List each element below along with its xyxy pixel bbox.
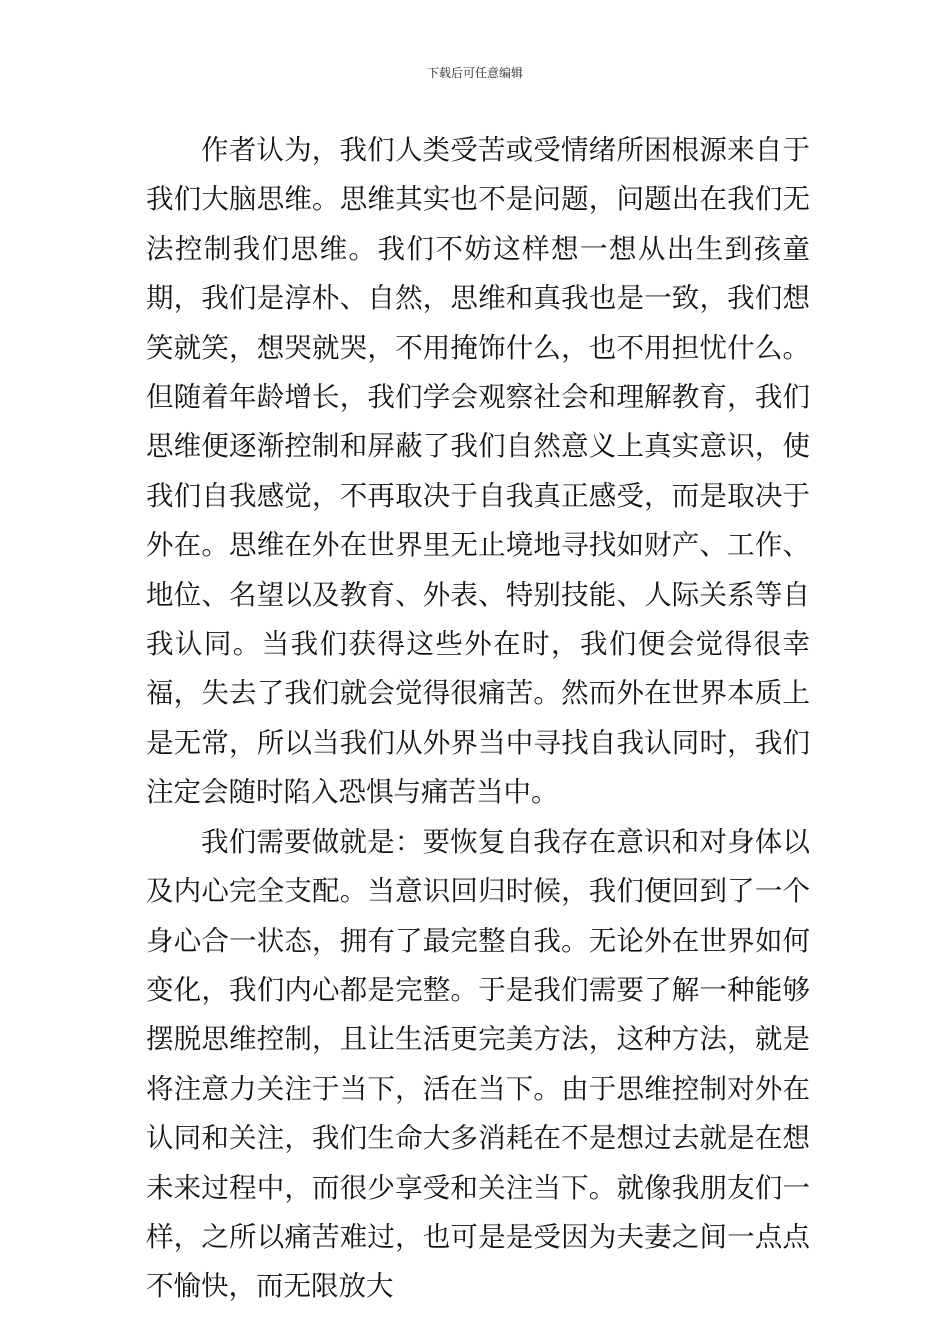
paragraph-2: 我们需要做就是：要恢复自我存在意识和对身体以及内心完全支配。当意识回归时候，我们便回到了一个身心合一状态，拥有了最完整自我。无论外在世界如何变化，我们内心都是完整。于是我们需要了解一种能够摆脱思维控制，且让生活更完美方法，这种方法，就是将注意力关注于当下，活在当下。由于思维控制对外在认同和关注，我们生命大多消耗在不是想过去就是在想未来过程中，而很少享受和关注当下。就像我朋友们一样，之所以痛苦难过，也可是是受因为夫妻之间一点点不愉快，而无限放大 (146, 825, 810, 1303)
body-text (146, 126, 810, 1312)
paragraph-1: 作者认为，我们人类受苦或受情绪所困根源来自于我们大脑思维。思维其实也不是问题，问题出在我们无法控制我们思维。我们不妨这样想一想从出生到孩童期，我们是淳朴、自然，思维和真我也是一致，我们想笑就笑，想哭就哭，不用掩饰什么，也不用担忧什么。但随着年龄增长，我们学会观察社会和理解教育，我们思维便逐渐控制和屏蔽了我们自然意义上真实意识，使我们自我感觉，不再取决于自我真正感受，而是取决于外在。思维在外在世界里无止境地寻找如财产、工作、地位、名望以及教育、外表、特别技能、人际关系等自我认同。当我们获得这些外在时，我们便会觉得很幸福，失去了我们就会觉得很痛苦。然而外在世界本质上是无常，所以当我们从外界当中寻找自我认同时，我们注定会随时陷入恐惧与痛苦当中。 (146, 134, 810, 809)
page-header: 下载后可任意编辑 (426, 66, 523, 80)
